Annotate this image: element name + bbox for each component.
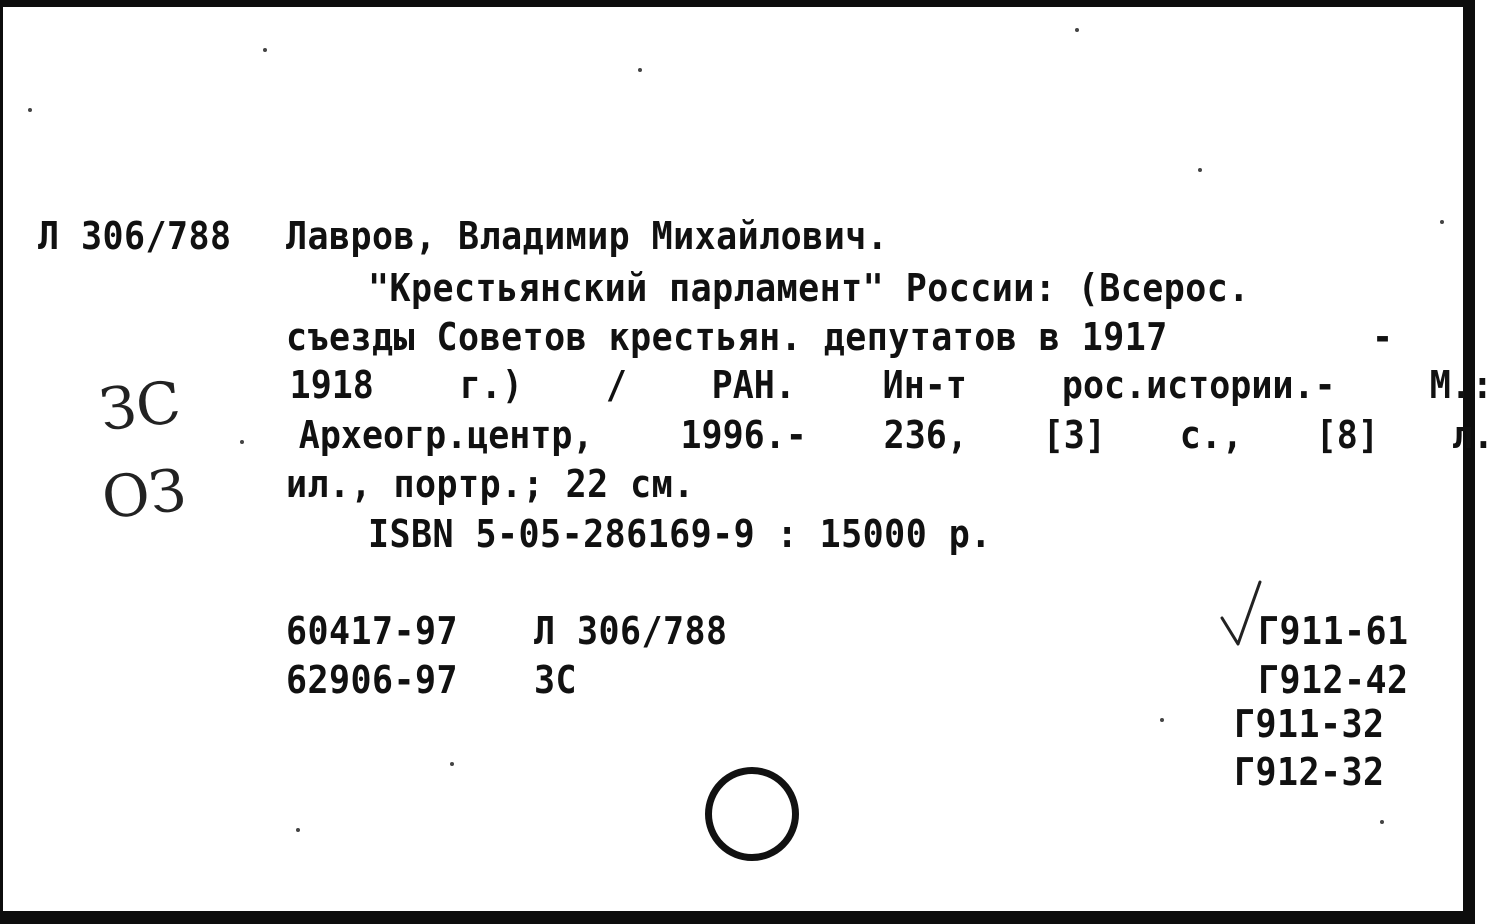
speck xyxy=(296,828,300,832)
isbn-price: ISBN 5-05-286169-9 : 15000 р. xyxy=(368,512,992,556)
classification-code: Г911-32 xyxy=(1234,702,1385,746)
card-border-top xyxy=(0,0,1475,7)
imprint-part: 1996.- xyxy=(679,413,807,457)
classification-code: Г912-42 xyxy=(1258,658,1409,702)
physical-description: ил., портр.; 22 см. xyxy=(286,462,695,506)
punch-hole xyxy=(705,767,799,861)
imprint-line xyxy=(286,411,1496,459)
pub-part: г.) xyxy=(459,363,524,407)
speck xyxy=(240,440,244,444)
imprint-part: [8] xyxy=(1316,413,1380,457)
imprint-part: с., xyxy=(1179,413,1243,457)
speck xyxy=(1075,28,1079,32)
checkmark-icon xyxy=(1218,578,1264,648)
publication-line xyxy=(286,361,1496,409)
accession-number: 60417-97 xyxy=(286,609,459,653)
pub-part: 1918 xyxy=(289,363,374,407)
title-line-1: "Крестьянский парламент" России: (Всерос. xyxy=(368,266,1250,310)
pub-part: РАН. xyxy=(711,363,796,407)
speck xyxy=(263,48,267,52)
handwritten-note: ЗС xyxy=(96,367,184,445)
title-line-2: съезды Советов крестьян. депутатов в 1917 xyxy=(286,315,1168,359)
pub-part: рос.истории.- xyxy=(1062,363,1336,407)
card-border-left xyxy=(0,0,3,924)
speck xyxy=(1380,820,1384,824)
speck xyxy=(1160,718,1164,722)
accession-location: Л 306/788 xyxy=(534,609,728,653)
handwritten-note: ОЗ xyxy=(98,455,190,533)
speck xyxy=(28,108,32,112)
speck xyxy=(450,762,454,766)
pub-part: Ин-т xyxy=(882,363,967,407)
speck xyxy=(1198,168,1202,172)
card-border-right xyxy=(1463,0,1475,924)
card-border-bottom xyxy=(0,911,1475,924)
pub-part: / xyxy=(606,363,628,407)
shelfmark: Л 306/788 xyxy=(38,214,232,258)
classification-code: Г912-32 xyxy=(1234,750,1385,794)
imprint-part: [3] xyxy=(1042,413,1106,457)
author-heading: Лавров, Владимир Михайлович. xyxy=(286,214,889,258)
imprint-part: л. xyxy=(1452,413,1495,457)
speck xyxy=(638,68,642,72)
pub-part: М.: xyxy=(1430,363,1494,407)
classification-code: Г911-61 xyxy=(1258,609,1409,653)
title-line-2-dash: - xyxy=(1372,315,1394,359)
speck xyxy=(1440,220,1444,224)
imprint-part: 236, xyxy=(883,413,968,457)
accession-number: 62906-97 xyxy=(286,658,459,702)
accession-location: ЗС xyxy=(534,658,578,702)
imprint-part: Археогр.центр, xyxy=(298,413,594,457)
